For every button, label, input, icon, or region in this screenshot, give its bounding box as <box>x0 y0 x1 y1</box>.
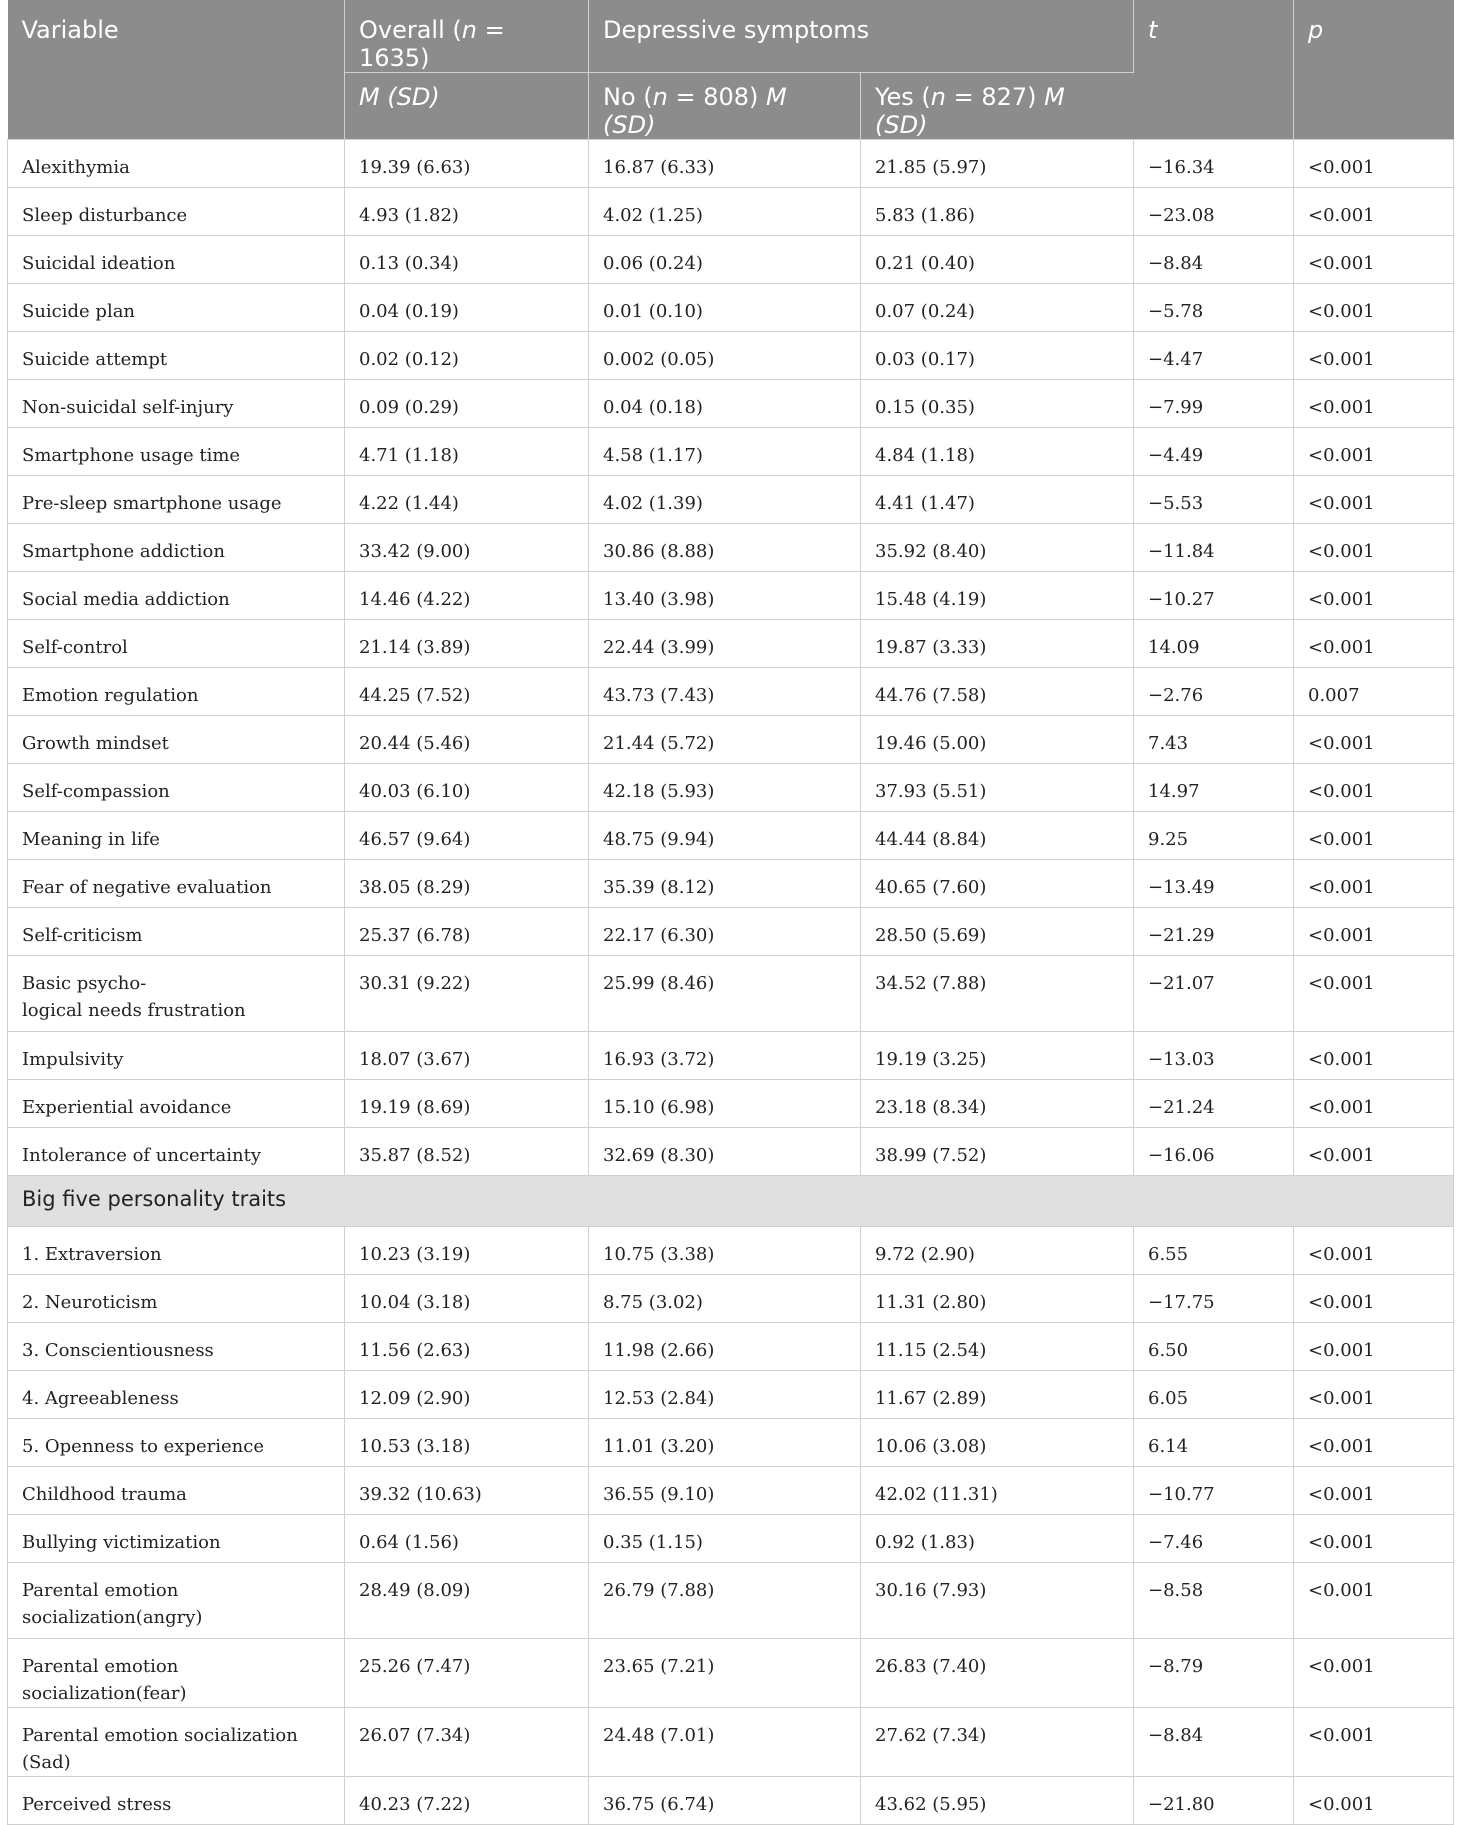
table-row <box>8 1419 1454 1467</box>
cell-variable: Pre-sleep smartphone usage <box>8 476 345 524</box>
cell-yes: 0.03 (0.17) <box>861 332 1134 380</box>
cell-t: −16.34 <box>1134 140 1294 188</box>
cell-overall: 4.71 (1.18) <box>345 428 589 476</box>
cell-no: 10.75 (3.38) <box>589 1227 861 1275</box>
cell-t: 14.09 <box>1134 620 1294 668</box>
table-row <box>8 1708 1454 1777</box>
cell-p: <0.001 <box>1294 428 1454 476</box>
table-row <box>8 1275 1454 1323</box>
header-overall-msd: M (SD) <box>345 73 589 140</box>
table-row <box>8 284 1454 332</box>
cell-p: <0.001 <box>1294 572 1454 620</box>
table-row <box>8 188 1454 236</box>
data-table-container <box>7 0 1454 1825</box>
cell-p: <0.001 <box>1294 1467 1454 1515</box>
cell-no: 32.69 (8.30) <box>589 1128 861 1176</box>
cell-overall: 26.07 (7.34) <box>345 1708 589 1777</box>
cell-yes: 11.15 (2.54) <box>861 1323 1134 1371</box>
cell-p: <0.001 <box>1294 236 1454 284</box>
cell-t: −4.47 <box>1134 332 1294 380</box>
cell-yes: 37.93 (5.51) <box>861 764 1134 812</box>
cell-variable: Basic psycho- logical needs frustration <box>8 956 345 1032</box>
header-variable: Variable <box>8 0 345 140</box>
cell-yes: 42.02 (11.31) <box>861 1467 1134 1515</box>
cell-no: 16.93 (3.72) <box>589 1032 861 1080</box>
cell-no: 21.44 (5.72) <box>589 716 861 764</box>
cell-overall: 40.23 (7.22) <box>345 1777 589 1825</box>
cell-yes: 44.76 (7.58) <box>861 668 1134 716</box>
cell-overall: 30.31 (9.22) <box>345 956 589 1032</box>
cell-no: 0.35 (1.15) <box>589 1515 861 1563</box>
cell-overall: 38.05 (8.29) <box>345 860 589 908</box>
cell-variable: Sleep disturbance <box>8 188 345 236</box>
cell-t: −11.84 <box>1134 524 1294 572</box>
cell-variable: Self-compassion <box>8 764 345 812</box>
cell-variable: 5. Openness to experience <box>8 1419 345 1467</box>
cell-yes: 4.41 (1.47) <box>861 476 1134 524</box>
cell-variable: 4. Agreeableness <box>8 1371 345 1419</box>
cell-variable: Impulsivity <box>8 1032 345 1080</box>
cell-variable: 2. Neuroticism <box>8 1275 345 1323</box>
cell-yes: 19.87 (3.33) <box>861 620 1134 668</box>
cell-yes: 11.67 (2.89) <box>861 1371 1134 1419</box>
cell-overall: 19.19 (8.69) <box>345 1080 589 1128</box>
cell-yes: 19.46 (5.00) <box>861 716 1134 764</box>
cell-yes: 15.48 (4.19) <box>861 572 1134 620</box>
header-t: t <box>1134 0 1294 140</box>
cell-overall: 44.25 (7.52) <box>345 668 589 716</box>
cell-yes: 38.99 (7.52) <box>861 1128 1134 1176</box>
table-row <box>8 380 1454 428</box>
cell-variable: 1. Extraversion <box>8 1227 345 1275</box>
cell-t: −21.29 <box>1134 908 1294 956</box>
cell-p: <0.001 <box>1294 1563 1454 1639</box>
cell-no: 0.06 (0.24) <box>589 236 861 284</box>
cell-no: 43.73 (7.43) <box>589 668 861 716</box>
cell-overall: 25.37 (6.78) <box>345 908 589 956</box>
cell-variable: Parental emotion socialization(fear) <box>8 1639 345 1708</box>
cell-overall: 39.32 (10.63) <box>345 1467 589 1515</box>
cell-p: <0.001 <box>1294 1227 1454 1275</box>
cell-overall: 0.13 (0.34) <box>345 236 589 284</box>
cell-no: 22.44 (3.99) <box>589 620 861 668</box>
cell-overall: 10.04 (3.18) <box>345 1275 589 1323</box>
cell-no: 35.39 (8.12) <box>589 860 861 908</box>
cell-t: −21.80 <box>1134 1777 1294 1825</box>
cell-p: <0.001 <box>1294 1639 1454 1708</box>
table-row <box>8 428 1454 476</box>
cell-no: 0.04 (0.18) <box>589 380 861 428</box>
cell-overall: 25.26 (7.47) <box>345 1639 589 1708</box>
cell-overall: 14.46 (4.22) <box>345 572 589 620</box>
cell-variable: Emotion regulation <box>8 668 345 716</box>
descriptive-statistics-table <box>7 0 1454 1825</box>
cell-p: <0.001 <box>1294 956 1454 1032</box>
table-row <box>8 1639 1454 1708</box>
cell-variable: Intolerance of uncertainty <box>8 1128 345 1176</box>
cell-t: 6.50 <box>1134 1323 1294 1371</box>
table-row <box>8 956 1454 1032</box>
cell-variable: Fear of negative evaluation <box>8 860 345 908</box>
cell-variable: Perceived stress <box>8 1777 345 1825</box>
cell-p: <0.001 <box>1294 1275 1454 1323</box>
cell-no: 13.40 (3.98) <box>589 572 861 620</box>
cell-p: <0.001 <box>1294 1080 1454 1128</box>
cell-no: 4.58 (1.17) <box>589 428 861 476</box>
cell-t: −5.53 <box>1134 476 1294 524</box>
cell-overall: 4.93 (1.82) <box>345 188 589 236</box>
cell-p: <0.001 <box>1294 908 1454 956</box>
cell-overall: 28.49 (8.09) <box>345 1563 589 1639</box>
cell-no: 36.75 (6.74) <box>589 1777 861 1825</box>
cell-overall: 0.64 (1.56) <box>345 1515 589 1563</box>
cell-no: 4.02 (1.25) <box>589 188 861 236</box>
cell-t: −23.08 <box>1134 188 1294 236</box>
header-yes: Yes (n = 827) M (SD) <box>861 73 1134 140</box>
table-row <box>8 332 1454 380</box>
cell-yes: 21.85 (5.97) <box>861 140 1134 188</box>
cell-no: 30.86 (8.88) <box>589 524 861 572</box>
cell-yes: 30.16 (7.93) <box>861 1563 1134 1639</box>
table-row <box>8 1515 1454 1563</box>
cell-p: <0.001 <box>1294 188 1454 236</box>
cell-no: 8.75 (3.02) <box>589 1275 861 1323</box>
cell-t: 14.97 <box>1134 764 1294 812</box>
cell-overall: 0.09 (0.29) <box>345 380 589 428</box>
table-row <box>8 524 1454 572</box>
cell-variable: Non-suicidal self-injury <box>8 380 345 428</box>
cell-yes: 0.21 (0.40) <box>861 236 1134 284</box>
cell-variable: Meaning in life <box>8 812 345 860</box>
cell-no: 22.17 (6.30) <box>589 908 861 956</box>
cell-yes: 44.44 (8.84) <box>861 812 1134 860</box>
cell-t: −8.79 <box>1134 1639 1294 1708</box>
cell-no: 26.79 (7.88) <box>589 1563 861 1639</box>
cell-variable: Self-criticism <box>8 908 345 956</box>
cell-yes: 0.15 (0.35) <box>861 380 1134 428</box>
cell-yes: 40.65 (7.60) <box>861 860 1134 908</box>
cell-p: <0.001 <box>1294 1371 1454 1419</box>
cell-variable: Social media addiction <box>8 572 345 620</box>
cell-overall: 20.44 (5.46) <box>345 716 589 764</box>
cell-variable: Alexithymia <box>8 140 345 188</box>
cell-variable: Parental emotion socialization(angry) <box>8 1563 345 1639</box>
cell-overall: 0.02 (0.12) <box>345 332 589 380</box>
table-row <box>8 1371 1454 1419</box>
cell-t: −2.76 <box>1134 668 1294 716</box>
cell-p: <0.001 <box>1294 380 1454 428</box>
cell-yes: 0.07 (0.24) <box>861 284 1134 332</box>
table-row <box>8 572 1454 620</box>
cell-t: −13.03 <box>1134 1032 1294 1080</box>
cell-no: 11.98 (2.66) <box>589 1323 861 1371</box>
header-depressive-symptoms: Depressive symptoms <box>589 0 1134 73</box>
cell-p: <0.001 <box>1294 476 1454 524</box>
cell-t: 7.43 <box>1134 716 1294 764</box>
cell-t: −16.06 <box>1134 1128 1294 1176</box>
cell-t: 6.05 <box>1134 1371 1294 1419</box>
table-row <box>8 812 1454 860</box>
table-body <box>8 140 1454 1825</box>
cell-overall: 12.09 (2.90) <box>345 1371 589 1419</box>
cell-p: <0.001 <box>1294 812 1454 860</box>
cell-t: −10.77 <box>1134 1467 1294 1515</box>
cell-no: 11.01 (3.20) <box>589 1419 861 1467</box>
cell-p: <0.001 <box>1294 1777 1454 1825</box>
cell-yes: 28.50 (5.69) <box>861 908 1134 956</box>
cell-variable: Smartphone usage time <box>8 428 345 476</box>
table-row <box>8 668 1454 716</box>
header-p: p <box>1294 0 1454 140</box>
cell-yes: 23.18 (8.34) <box>861 1080 1134 1128</box>
table-row <box>8 1563 1454 1639</box>
table-row <box>8 620 1454 668</box>
section-label: Big five personality traits <box>8 1176 1454 1227</box>
cell-no: 12.53 (2.84) <box>589 1371 861 1419</box>
cell-variable: Suicidal ideation <box>8 236 345 284</box>
section-row <box>8 1176 1454 1227</box>
table-row <box>8 1128 1454 1176</box>
cell-no: 23.65 (7.21) <box>589 1639 861 1708</box>
cell-overall: 10.53 (3.18) <box>345 1419 589 1467</box>
cell-yes: 11.31 (2.80) <box>861 1275 1134 1323</box>
table-row <box>8 1467 1454 1515</box>
cell-yes: 43.62 (5.95) <box>861 1777 1134 1825</box>
cell-no: 4.02 (1.39) <box>589 476 861 524</box>
cell-yes: 27.62 (7.34) <box>861 1708 1134 1777</box>
cell-t: −4.49 <box>1134 428 1294 476</box>
table-header <box>8 0 1454 140</box>
cell-t: −17.75 <box>1134 1275 1294 1323</box>
cell-overall: 11.56 (2.63) <box>345 1323 589 1371</box>
cell-t: −10.27 <box>1134 572 1294 620</box>
table-row <box>8 764 1454 812</box>
cell-no: 15.10 (6.98) <box>589 1080 861 1128</box>
cell-yes: 5.83 (1.86) <box>861 188 1134 236</box>
table-row <box>8 476 1454 524</box>
cell-no: 42.18 (5.93) <box>589 764 861 812</box>
cell-p: <0.001 <box>1294 1708 1454 1777</box>
cell-p: <0.001 <box>1294 524 1454 572</box>
cell-overall: 19.39 (6.63) <box>345 140 589 188</box>
cell-p: <0.001 <box>1294 860 1454 908</box>
table-row <box>8 1080 1454 1128</box>
table-row <box>8 140 1454 188</box>
cell-p: <0.001 <box>1294 1128 1454 1176</box>
cell-p: <0.001 <box>1294 140 1454 188</box>
cell-t: −7.99 <box>1134 380 1294 428</box>
cell-t: −8.58 <box>1134 1563 1294 1639</box>
cell-no: 0.01 (0.10) <box>589 284 861 332</box>
cell-variable: Self-control <box>8 620 345 668</box>
cell-overall: 10.23 (3.19) <box>345 1227 589 1275</box>
cell-t: 6.55 <box>1134 1227 1294 1275</box>
cell-yes: 26.83 (7.40) <box>861 1639 1134 1708</box>
cell-overall: 18.07 (3.67) <box>345 1032 589 1080</box>
cell-yes: 0.92 (1.83) <box>861 1515 1134 1563</box>
cell-variable: Childhood trauma <box>8 1467 345 1515</box>
cell-variable: Parental emotion socialization (Sad) <box>8 1708 345 1777</box>
cell-overall: 21.14 (3.89) <box>345 620 589 668</box>
cell-p: <0.001 <box>1294 620 1454 668</box>
cell-variable: Suicide attempt <box>8 332 345 380</box>
table-row <box>8 908 1454 956</box>
header-overall: Overall (n = 1635) <box>345 0 589 73</box>
cell-yes: 9.72 (2.90) <box>861 1227 1134 1275</box>
cell-yes: 34.52 (7.88) <box>861 956 1134 1032</box>
cell-p: <0.001 <box>1294 764 1454 812</box>
table-row <box>8 860 1454 908</box>
cell-variable: 3. Conscientiousness <box>8 1323 345 1371</box>
table-row <box>8 1032 1454 1080</box>
cell-p: <0.001 <box>1294 284 1454 332</box>
cell-overall: 33.42 (9.00) <box>345 524 589 572</box>
header-no: No (n = 808) M (SD) <box>589 73 861 140</box>
cell-p: <0.001 <box>1294 1419 1454 1467</box>
cell-t: 6.14 <box>1134 1419 1294 1467</box>
cell-overall: 4.22 (1.44) <box>345 476 589 524</box>
cell-variable: Experiential avoidance <box>8 1080 345 1128</box>
table-row <box>8 1323 1454 1371</box>
cell-yes: 19.19 (3.25) <box>861 1032 1134 1080</box>
cell-no: 24.48 (7.01) <box>589 1708 861 1777</box>
table-row <box>8 1777 1454 1825</box>
cell-variable: Smartphone addiction <box>8 524 345 572</box>
cell-variable: Suicide plan <box>8 284 345 332</box>
cell-p: <0.001 <box>1294 1323 1454 1371</box>
cell-overall: 35.87 (8.52) <box>345 1128 589 1176</box>
cell-no: 0.002 (0.05) <box>589 332 861 380</box>
cell-overall: 46.57 (9.64) <box>345 812 589 860</box>
cell-t: 9.25 <box>1134 812 1294 860</box>
cell-no: 48.75 (9.94) <box>589 812 861 860</box>
table-row <box>8 716 1454 764</box>
cell-t: −8.84 <box>1134 236 1294 284</box>
cell-overall: 0.04 (0.19) <box>345 284 589 332</box>
cell-t: −21.24 <box>1134 1080 1294 1128</box>
cell-no: 36.55 (9.10) <box>589 1467 861 1515</box>
cell-variable: Growth mindset <box>8 716 345 764</box>
cell-no: 16.87 (6.33) <box>589 140 861 188</box>
cell-yes: 4.84 (1.18) <box>861 428 1134 476</box>
cell-t: −13.49 <box>1134 860 1294 908</box>
cell-t: −21.07 <box>1134 956 1294 1032</box>
cell-p: <0.001 <box>1294 332 1454 380</box>
cell-p: <0.001 <box>1294 716 1454 764</box>
table-row <box>8 236 1454 284</box>
cell-variable: Bullying victimization <box>8 1515 345 1563</box>
cell-t: −5.78 <box>1134 284 1294 332</box>
table-row <box>8 1227 1454 1275</box>
cell-overall: 40.03 (6.10) <box>345 764 589 812</box>
cell-p: <0.001 <box>1294 1515 1454 1563</box>
cell-p: <0.001 <box>1294 1032 1454 1080</box>
cell-t: −7.46 <box>1134 1515 1294 1563</box>
cell-yes: 35.92 (8.40) <box>861 524 1134 572</box>
cell-p: 0.007 <box>1294 668 1454 716</box>
cell-no: 25.99 (8.46) <box>589 956 861 1032</box>
cell-yes: 10.06 (3.08) <box>861 1419 1134 1467</box>
cell-t: −8.84 <box>1134 1708 1294 1777</box>
